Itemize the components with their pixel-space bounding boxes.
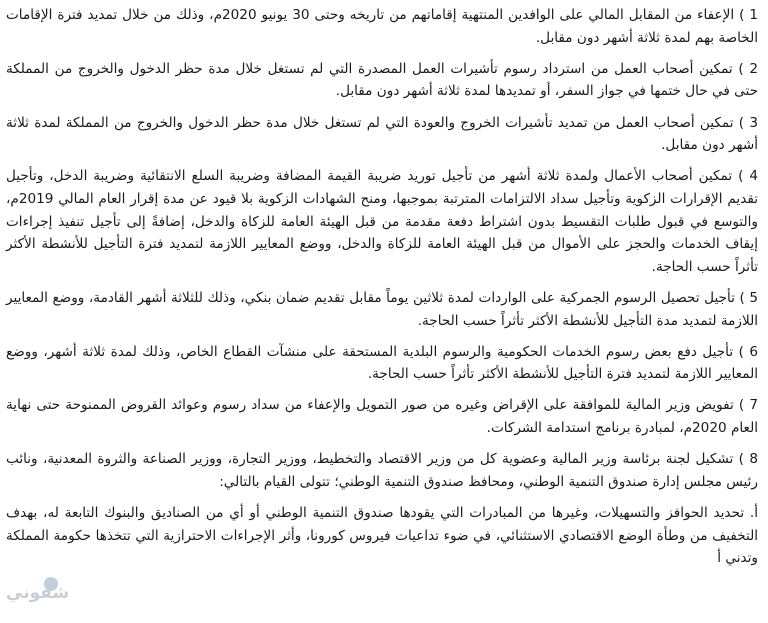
paragraph-1: 1 ) الإعفاء من المقابل المالي على الوافدين المنتهية إقاماتهم من تاريخه وحتى 30 يونيو 2020م، وذلك من خلال تمديد فترة الإقامات الخاصة بهم لمدة ثلاثة أشهر دون مقابل. — [6, 7, 758, 46]
paragraph-8a: أ. تحديد الحوافز والتسهيلات، وغيرها من المبادرات التي يقودها صندوق التنمية الوطني أو أي من الصناديق والبنوك التابعة له، بهدف التخفيف من وطأة الوضع الاقتصادي الاستثنائي، في ضوء تداعيات فيروس كورونا، وأثر الإجراءات الاحترازية التي تتخذها حكومة المملكة وتدني أ — [6, 505, 758, 567]
paragraph-5: 5 ) تأجيل تحصيل الرسوم الجمركية على الواردات لمدة ثلاثين يوماً مقابل تقديم ضمان بنكي، وذلك للثلاثة أشهر القادمة، ووضع المعايير اللازمة لتمديد مدة التأجيل للأنشطة الأكثر تأثراً حسب الحاجة. — [6, 289, 758, 329]
paragraph-4: 4 ) تمكين أصحاب الأعمال ولمدة ثلاثة أشهر من تأجيل توريد ضريبة القيمة المضافة وضريبة السلع الانتقائية وضريبة الدخل، وتأجيل تقديم الإقرارات الزكوية وتأجيل سداد الالتزامات المترتبة بموجبها، ومنح الشهادات الزكوية بلا قيود عن مدة إقرار العام المالي 2019م، والتوسع في قبول طلبات التقسيط بدون اشتراط دفعة مقدمة من قبل الهيئة العامة للزكاة والدخل، إضافةً إلى تأجيل تنفيذ إجراءات إيقاف الخدمات والحجز على الأموال من قبل الهيئة العامة للزكاة والدخل، ووضع المعايير اللازمة لتمديد فترة التأجيل للأنشطة الأكثر تأثراً حسب الحاجة. — [6, 168, 758, 275]
site-watermark-logo — [2, 575, 70, 615]
paragraph-8: 8 ) تشكيل لجنة برئاسة وزير المالية وعضوية كل من وزير الاقتصاد والتخطيط، ووزير التجارة، ووزير الصناعة والثروة المعدنية، ونائب رئيس مجلس إدارة صندوق التنمية الوطني، ومحافظ صندوق التنمية الوطني؛ تتولى القيام بالتالي: — [6, 451, 758, 490]
watermark-text: شقوني — [6, 583, 70, 603]
paragraph-7: 7 ) تفويض وزير المالية للموافقة على الإقراض وغيره من صور التمويل والإعفاء من سداد رسوم وعوائد القروض الممنوحة حتى نهاية العام 2020م، لمبادرة برنامج استدامة الشركات. — [6, 397, 758, 437]
paragraph-6: 6 ) تأجيل دفع بعض رسوم الخدمات الحكومية والرسوم البلدية المستحقة على منشآت القطاع الخاص، وذلك لمدة ثلاثة أشهر، ووضع المعايير اللازمة لتمديد فترة التأجيل للأنشطة الأكثر تأثراً حسب الحاجة. — [6, 343, 758, 383]
paragraph-3: 3 ) تمكين أصحاب العمل من تمديد تأشيرات الخروج والعودة التي لم تستغل خلال مدة حظر الدخول والخروج من المملكة لمدة ثلاثة أشهر دون مقابل. — [6, 114, 758, 154]
paragraph-2: 2 ) تمكين أصحاب العمل من استرداد رسوم تأشيرات العمل المصدرة التي لم تستغل خلال مدة حظر الدخول والخروج من المملكة حتى في حال ختمها في جواز السفر، أو تمديدها لمدة ثلاثة أشهر دون مقابل. — [6, 60, 758, 100]
